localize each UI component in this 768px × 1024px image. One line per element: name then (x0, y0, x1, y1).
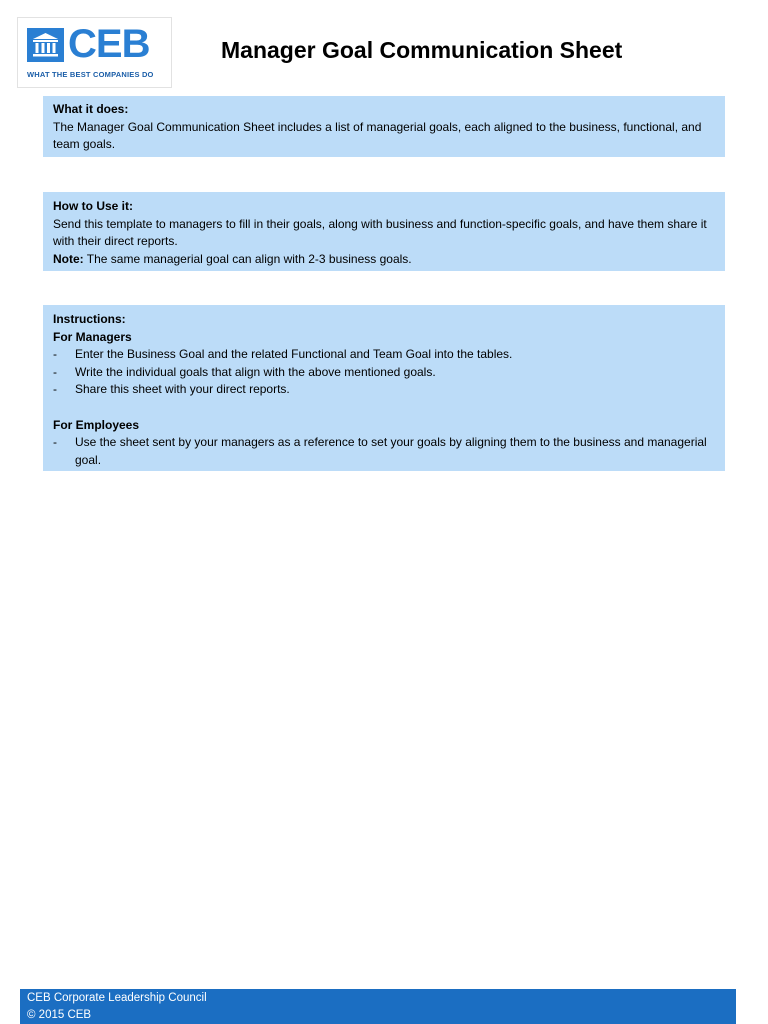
how-to-use-note (53, 251, 715, 269)
instructions-heading: Instructions: (53, 312, 126, 326)
footer (20, 989, 736, 1024)
employees-heading: For Employees (53, 417, 140, 432)
list-item-text: Write the individual goals that align with the above mentioned goals. (75, 364, 436, 379)
how-to-use-heading: How to Use it: (53, 199, 133, 213)
managers-heading: For Managers (53, 329, 132, 344)
list-item (53, 434, 715, 469)
bullet-marker: - (53, 364, 57, 379)
bullet-marker: - (53, 382, 57, 397)
page-title: Manager Goal Communication Sheet (221, 37, 623, 63)
note-text: The same managerial goal can align with 2-3 business goals. (83, 251, 412, 266)
bullet-marker: - (53, 347, 57, 362)
how-to-use-box (43, 192, 725, 271)
list-item-text: Enter the Business Goal and the related Functional and Team Goal into the tables. (75, 347, 513, 362)
list-item (53, 364, 715, 382)
list-item-text: Use the sheet sent by your managers as a reference to set your goals by aligning them to the business and managerial goal. (75, 435, 707, 467)
spacer (53, 399, 715, 417)
instructions-box (43, 305, 725, 471)
note-label: Note: (53, 251, 84, 266)
building-columns-icon (27, 28, 64, 62)
ceb-logo (17, 17, 172, 88)
how-to-use-text: Send this template to managers to fill in their goals, along with business and function-specific goals, and have them share it with their direct reports. (53, 216, 707, 249)
logo-wordmark: CEB (68, 22, 150, 66)
footer-org-name: CEB Corporate Leadership Council (27, 992, 207, 1004)
what-it-does-text: The Manager Goal Communication Sheet includes a list of managerial goals, each aligned to the business, functional, and team goals. (53, 119, 702, 152)
list-item-text: Share this sheet with your direct reports. (75, 382, 290, 397)
logo-tagline: WHAT THE BEST COMPANIES DO (27, 70, 154, 79)
bullet-marker: - (53, 435, 57, 450)
what-it-does-box (43, 96, 725, 157)
list-item (53, 381, 715, 399)
footer-copyright: © 2015 CEB (27, 1009, 92, 1021)
what-it-does-heading: What it does: (53, 102, 129, 116)
list-item (53, 346, 715, 364)
